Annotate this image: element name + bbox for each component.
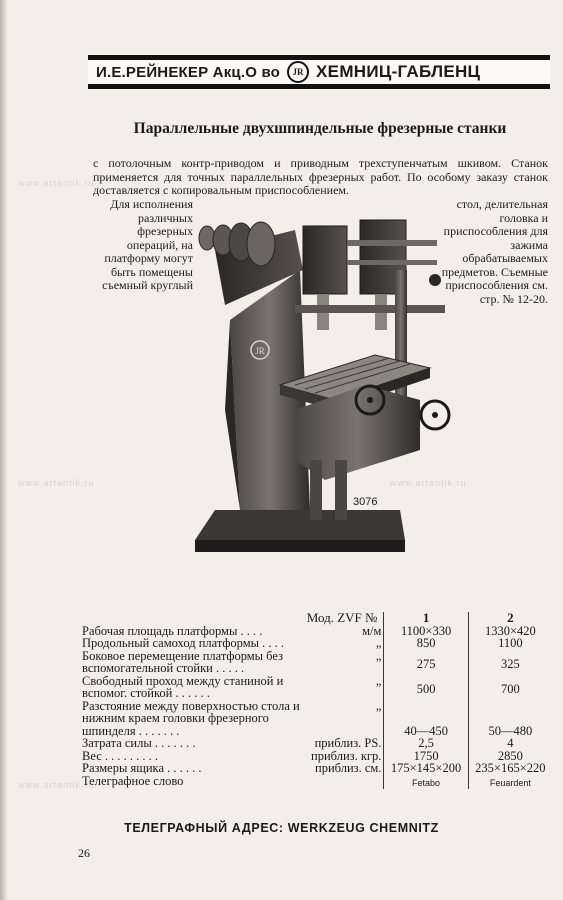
spec-label: Боковое перемещение платформы без вспомогательной стойки . . . . . — [82, 648, 284, 675]
model-2: 2 — [507, 610, 514, 625]
spec-value-2: 235×165×220 — [475, 761, 546, 775]
spec-unit: м/м — [362, 623, 382, 638]
spec-label: Вес . . . . . . . . . — [82, 748, 158, 763]
spec-row — [82, 650, 552, 675]
spec-row — [82, 675, 552, 700]
company-header — [88, 55, 550, 89]
model-label: Мод. ZVF № — [306, 610, 378, 625]
spec-value-2: 325 — [500, 656, 520, 671]
spec-value-2: 1100 — [498, 636, 523, 650]
spec-value-2: 2850 — [497, 748, 523, 763]
spec-unit: приблиз. PS. — [314, 736, 382, 750]
telegraph-address: ТЕЛЕГРАФНЫЙ АДРЕС: WERKZEUG CHEMNITZ — [124, 821, 439, 835]
company-city: ХЕМНИЦ-ГАБЛЕНЦ — [316, 62, 481, 81]
company-name: И.Е.РЕЙНЕКЕР Акц.О во — [96, 63, 281, 81]
telegraph-word-2: Feuardent — [489, 777, 531, 788]
spec-value-2: 50—480 — [488, 723, 533, 738]
machine-logo: JR — [255, 346, 265, 356]
watermark: www.artantik.ru — [18, 178, 95, 188]
spec-label: Разстояние между поверхностью стола и нижним краем головки фрезерного шпинделя . . . . . . . — [82, 698, 300, 738]
spec-header-row — [82, 612, 552, 625]
spec-unit: приблиз. кгр. — [311, 748, 382, 763]
spec-table — [82, 612, 552, 789]
intro-paragraph: с потолочным контр-приводом и приводным трехступенчатым шкивом. Станок применяется для точных параллельных фрезерных работ. По особому заказу станок доставляется с копировальным приспособлением. — [93, 156, 548, 197]
spec-label: Свободный проход между станиной и вспомог. стойкой . . . . . . — [82, 673, 284, 700]
page-binding-shadow — [0, 0, 8, 900]
left-column-text: Для исполнения различных фрезерных операций, на платформу могут быть помещены съемный круглый — [102, 197, 193, 292]
spec-row — [82, 637, 552, 650]
spec-unit: приблиз. см. — [315, 761, 382, 775]
milling-machine-illustration — [185, 210, 455, 570]
spec-value-1: 40—450 — [384, 700, 468, 738]
spec-label: Продольный самоход платформы . . . . — [82, 636, 285, 650]
spec-label: Размеры ящика . . . . . . — [82, 761, 202, 775]
spec-value-1: 1100×330 — [384, 625, 468, 638]
page-title: Параллельные двухшпиндельные фрезерные станки — [133, 120, 507, 137]
telegraph-label: Телеграфное слово — [82, 773, 184, 788]
watermark: www.artantik.ru — [390, 478, 467, 488]
spec-value-2: 4 — [507, 736, 514, 750]
watermark: www.artantik.ru — [18, 780, 95, 790]
spec-row — [82, 762, 552, 775]
spec-unit: „ — [375, 636, 382, 650]
right-column-text: стол, делительная головка и приспособления для зажима обрабатываемых предметов. Съемные приспособления см. стр. № 12-20. — [441, 197, 548, 306]
spec-label: Рабочая площадь платформы . . . . — [82, 623, 263, 638]
company-logo: JR — [287, 61, 309, 83]
spec-unit: „ — [375, 673, 382, 688]
spec-value-1: 500 — [384, 675, 468, 700]
watermark: www.artantik.ru — [18, 478, 95, 488]
spec-unit: „ — [375, 648, 382, 663]
telegraph-row — [82, 775, 552, 790]
spec-row — [82, 700, 552, 738]
spec-row — [82, 737, 552, 750]
telegraph-word-1: Fetabo — [384, 775, 468, 790]
spec-unit: „ — [375, 698, 382, 713]
figure-number: 3076 — [353, 496, 378, 508]
spec-value-1: 2,5 — [384, 737, 468, 750]
page-number: 26 — [78, 846, 90, 860]
spec-value-1: 175×145×200 — [384, 762, 468, 775]
model-1: 1 — [384, 612, 468, 625]
spec-label: Затрата силы . . . . . . . — [82, 736, 196, 750]
spec-value-2: 1330×420 — [484, 623, 536, 638]
spec-value-1: 1750 — [384, 750, 468, 763]
spec-value-1: 275 — [384, 650, 468, 675]
spec-value-1: 850 — [384, 637, 468, 650]
spec-value-2: 700 — [500, 681, 520, 696]
